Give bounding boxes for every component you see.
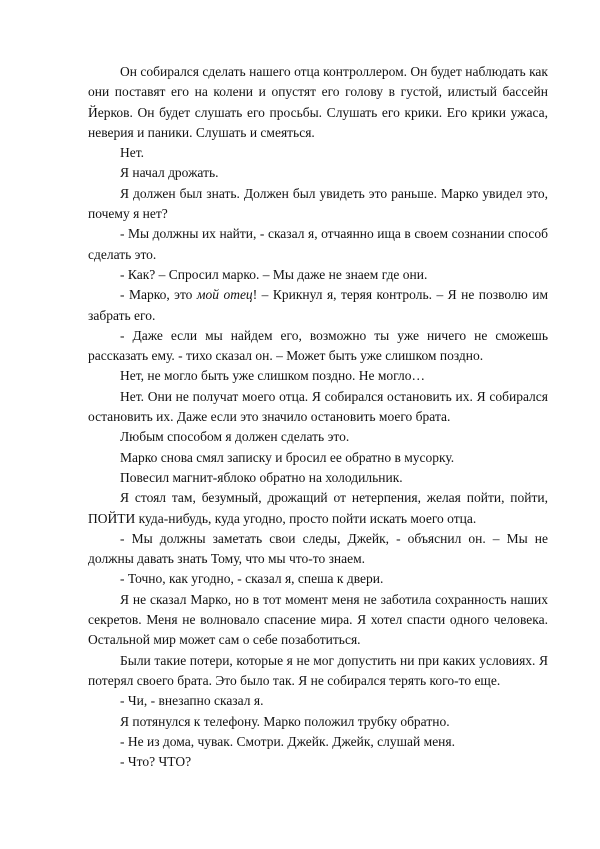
paragraph-7-after: ! – Крикнул я, теряя контроль. – Я не позволю им забрать его. — [88, 287, 548, 323]
paragraph-2: Нет. — [120, 145, 145, 161]
paragraph-22: - Что? ЧТО? — [120, 754, 192, 770]
paragraph-14: Я стоял там, безумный, дрожащий от нетерпения, желая пойти, пойти, ПОЙТИ куда-нибудь, куда угодно, просто пойти искать моего отца. — [88, 490, 548, 526]
paragraph-3: Я начал дрожать. — [120, 165, 219, 181]
paragraph-9: Нет, не могло быть уже слишком поздно. Не могло… — [120, 368, 425, 384]
paragraph-7-before: - Марко, это — [120, 287, 197, 303]
paragraph-7-emphasis: мой отец — [196, 287, 253, 303]
paragraph-15: - Мы должны заметать свои следы, Джейк, - объяснил он. – Мы не должны давать знать Тому, что мы что-то знаем. — [88, 530, 548, 567]
paragraph-6: - Как? – Спросил марко. – Мы даже не знаем где они. — [120, 266, 428, 282]
paragraph-11: Любым способом я должен сделать это. — [120, 429, 350, 445]
paragraph-8: - Даже если мы найдем его, возможно ты уже ничего не сможешь рассказать ему. - тихо сказал он. – Может быть уже слишком поздно. — [88, 327, 548, 364]
paragraph-4: Я должен был знать. Должен был увидеть это раньше. Марко увидел это, почему я нет? — [88, 185, 548, 222]
paragraph-19: - Чи, - внезапно сказал я. — [120, 693, 264, 709]
paragraph-5: - Мы должны их найти, - сказал я, отчаянно ища в своем сознании способ сделать это. — [88, 226, 548, 262]
paragraph-12: Марко снова смял записку и бросил ее обратно в мусорку. — [120, 449, 455, 465]
paragraph-10: Нет. Они не получат моего отца. Я собирался остановить их. Я собирался остановить их. Даже если это значило остановить моего брата. — [88, 388, 548, 425]
paragraph-16: - Точно, как угодно, - сказал я, спеша к двери. — [120, 571, 384, 587]
paragraph-20: Я потянулся к телефону. Марко положил трубку обратно. — [120, 713, 450, 729]
paragraph-1: Он собирался сделать нашего отца контроллером. Он будет наблюдать как они поставят его на колени и опустят его голову в густой, илистый бассейн Йерков. Он будет слушать его просьбы. Слушать его крики. Его крики ужаса, неверия и паники. Слушать и смеяться. — [88, 64, 548, 140]
paragraph-21: - Не из дома, чувак. Смотри. Джейк. Джейк, слушай меня. — [120, 733, 455, 749]
paragraph-7 — [88, 285, 548, 326]
paragraph-18: Были такие потери, которые я не мог допустить ни при каких условиях. Я потерял своего брата. Это было так. Я не собирался терять кого-то еще. — [88, 652, 548, 688]
paragraph-17: Я не сказал Марко, но в тот момент меня не заботила сохранность наших секретов. Меня не волновало спасение мира. Я хотел спасти одного человека. Остальной мир может сам о себе позаботиться. — [88, 591, 548, 648]
paragraph-13: Повесил магнит-яблоко обратно на холодильник. — [120, 469, 403, 485]
